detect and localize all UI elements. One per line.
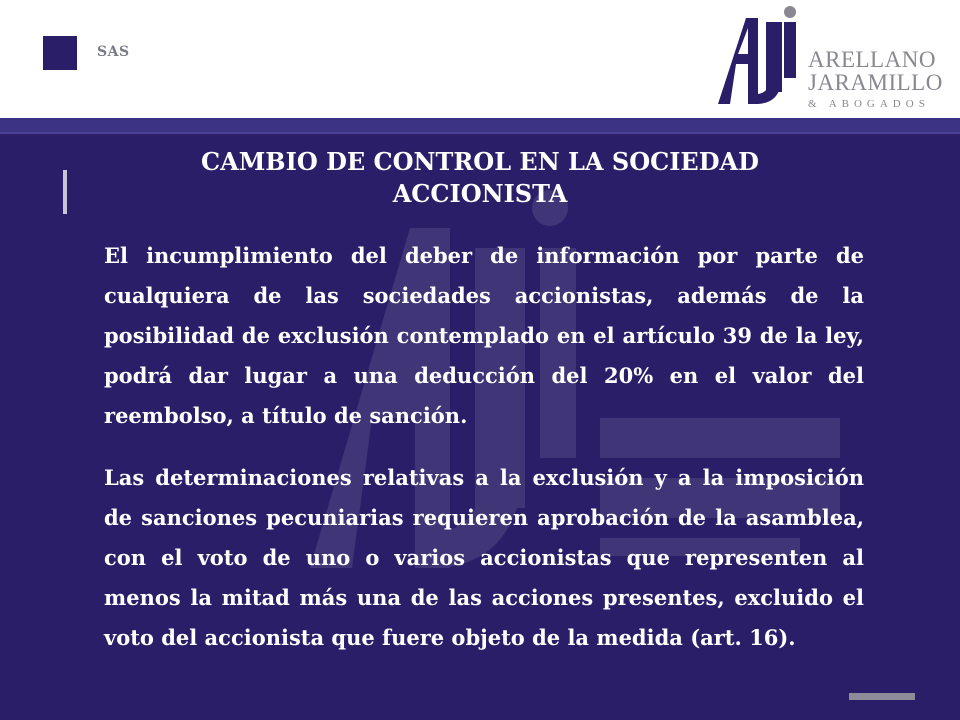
- logo-mark-icon: [716, 4, 808, 112]
- bottom-accent-bar: [849, 693, 915, 700]
- logo-text: [808, 48, 943, 110]
- paragraph-1: El incumplimiento del deber de información por parte de cualquiera de las sociedades accionistas, además de la posibilidad de exclusión contemplado en el artículo 39 de la ley, podrá dar lugar a una deducción del 20% en el valor del reembolso, a título de sanción.: [104, 243, 864, 428]
- firm-logo: [716, 4, 946, 114]
- header-square: [43, 36, 77, 70]
- title-line-1: CAMBIO DE CONTROL EN LA SOCIEDAD: [201, 147, 759, 176]
- top-line: [0, 132, 960, 134]
- header-tag: SAS: [97, 44, 130, 60]
- slide-body: [0, 118, 960, 720]
- title-line-2: ACCIONISTA: [392, 179, 568, 208]
- logo-line-abogados: & ABOGADOS: [808, 98, 930, 110]
- logo-line-arellano: ARELLANO: [808, 47, 936, 72]
- paragraph-2: Las determinaciones relativas a la exclusión y a la imposición de sanciones pecuniarias requieren aprobación de la asamblea, con el voto de uno o varios accionistas que representen al menos la mitad más una de las acciones presentes, excluido el voto del accionista que fuere objeto de la medida (art. 16).: [104, 465, 864, 650]
- slide-title: [130, 146, 830, 210]
- slide-body-text: [104, 236, 864, 680]
- logo-line-jaramillo: JARAMILLO: [808, 70, 943, 95]
- side-accent-bar: [63, 170, 67, 214]
- top-band: [0, 118, 960, 132]
- slide-header: [0, 0, 960, 118]
